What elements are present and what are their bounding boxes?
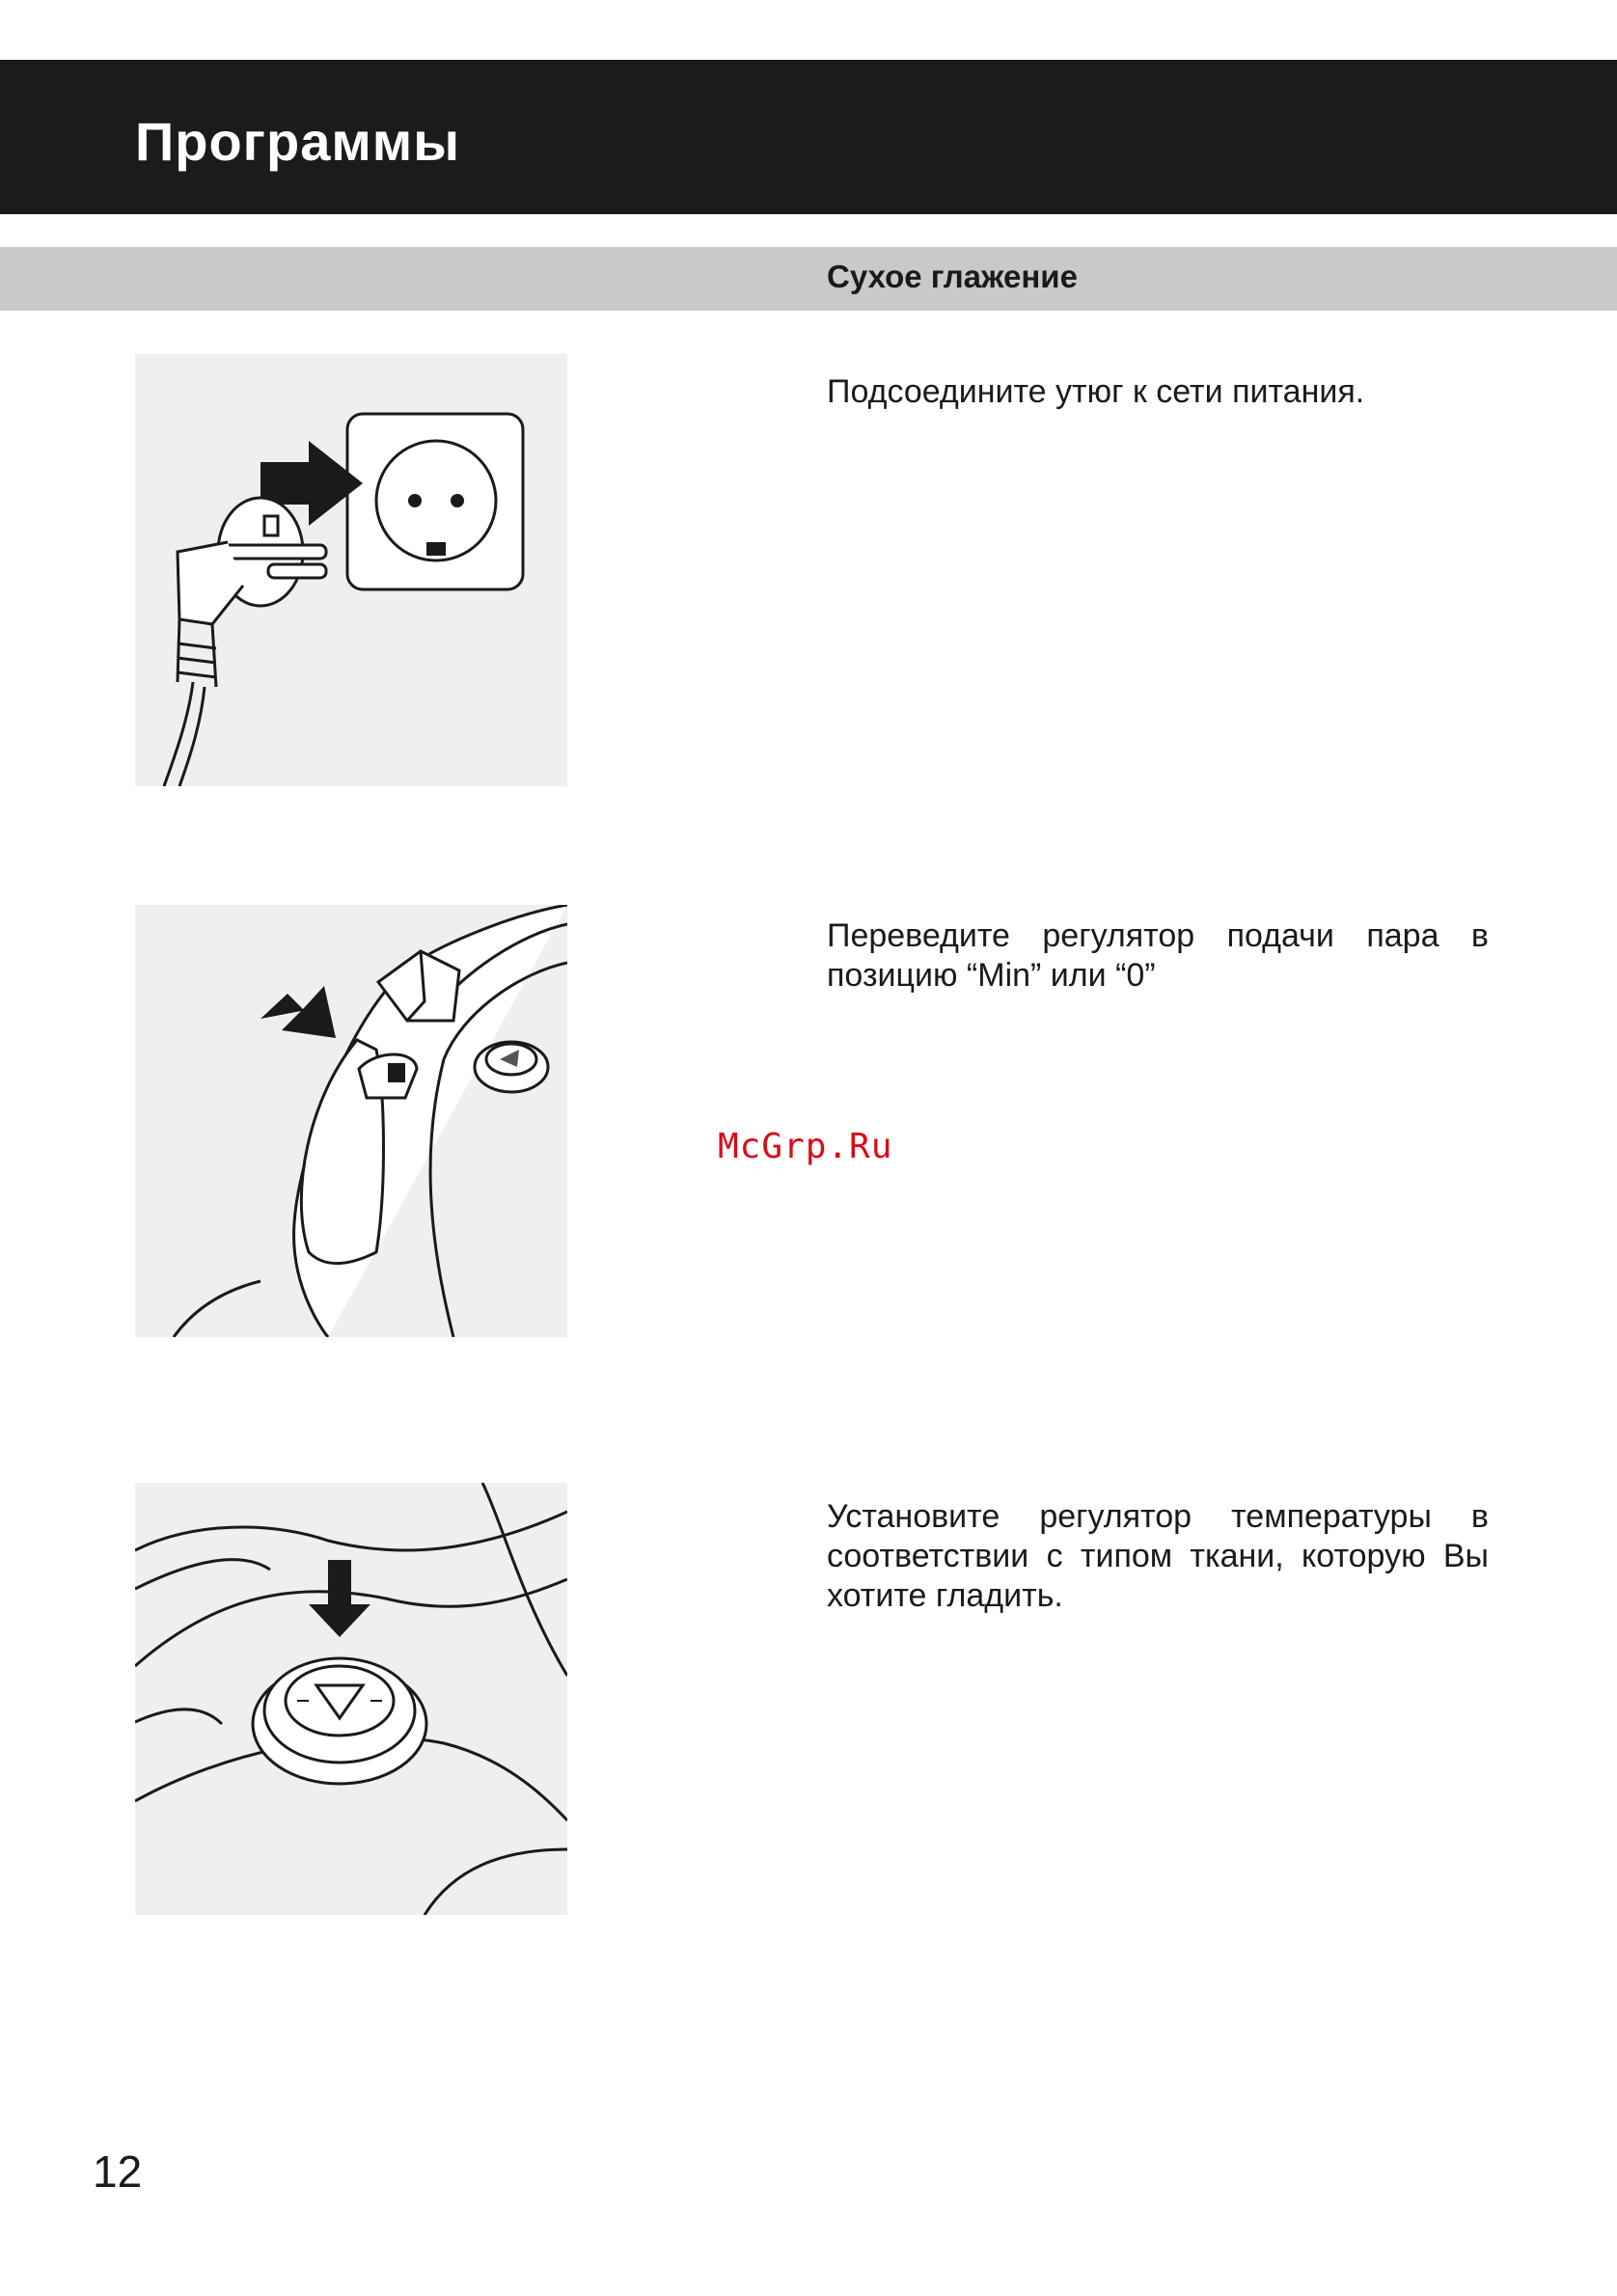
header-bar	[0, 60, 1617, 214]
step-1-text: Подсоедините утюг к сети питания.	[827, 373, 1365, 410]
page-title: Программы	[135, 111, 461, 172]
section-bar	[0, 247, 1617, 311]
step-3-text: Установите регулятор температуры в соответствии с типом ткани, которую Вы хотите гладить.	[827, 1498, 1489, 1614]
watermark: McGrp.Ru	[718, 1127, 893, 1166]
temperature-dial-illustration	[135, 1483, 567, 1915]
section-title: Сухое глажение	[827, 259, 1078, 294]
arrow-icon	[260, 986, 336, 1038]
page-number: 12	[93, 2146, 143, 2197]
arrow-icon	[309, 1560, 370, 1637]
step-2-text: Переведите регулятор подачи пара в позицию “Min” или “0”	[827, 917, 1489, 994]
plug-socket-illustration	[135, 354, 567, 786]
steam-regulator-illustration	[135, 905, 567, 1337]
